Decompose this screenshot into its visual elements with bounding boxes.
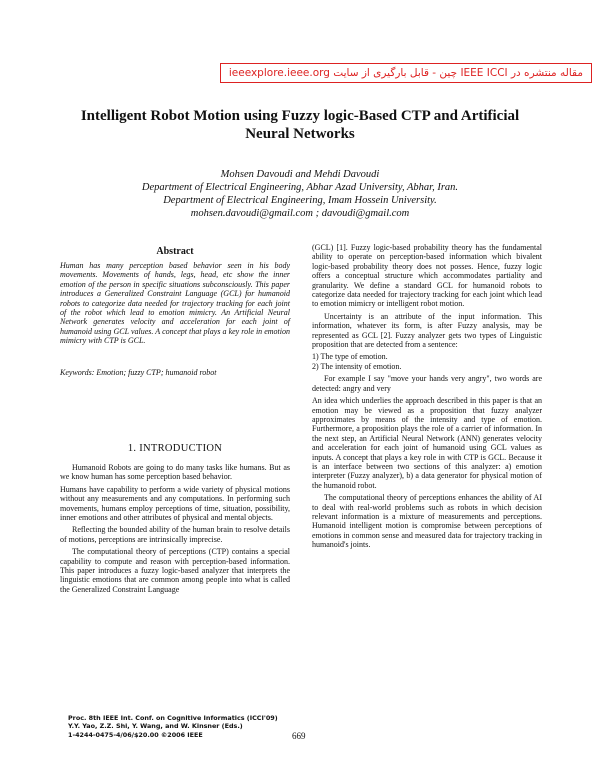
paragraph: The computational theory of perceptions (CTP) contains a special capability to compute and reason with perception-based information. This paper introduces a fuzzy logic-based analyzer that interprets the linguistic emotions that are common among people into what is called the Generalized Constraint Language xyxy=(60,547,290,594)
author-names: Mohsen Davoudi and Mehdi Davoudi xyxy=(220,169,380,180)
abstract-heading: Abstract xyxy=(156,246,194,257)
paragraph: An idea which underlies the approach described in this paper is that an emotion may be viewed as a proposition that fuzzy analyzer approximates by means of the intensity and type of emotion. Furthermore, a proposition plays the role of a carrier of information. In the next step, an Artificial Neural Network (ANN) generates velocity and acceleration for each joint of humanoid using GCL values as inputs. A concept that plays a key role in with CTP is GCL. Because it is an interface between two sections of this analyzer: a) emotion interpreter (Fuzzy analyzer), b) a data generator for physical motion of the humanoid robot. xyxy=(312,396,542,490)
download-banner[interactable]: مقاله منتشره در IEEE ICCI چین - قابل بارگیری از سایت ieeexplore.ieee.org xyxy=(220,63,592,83)
keywords: Keywords: Emotion; fuzzy CTP; humanoid robot xyxy=(60,368,217,377)
paragraph: Humans have capability to perform a wide variety of physical motions without any measurements and any computations. In performing such movements, humans employ perceptions of time, situation, possibility, inner emotions and other attributes of physical and mental objects. xyxy=(60,484,290,523)
page-number: 669 xyxy=(292,731,306,741)
paragraph: Humanoid Robots are going to do many tasks like humans. But as we know human has some perception based behavior. xyxy=(60,463,290,482)
paragraph: Uncertainty is an attribute of the input information. This information, whatever its form, is after Fuzzy analysis, may be represented as GCL [2]. Fuzzy analyzer gets two types of Linguistic proposition that are detected from a sentence: xyxy=(312,311,542,350)
footer-line: Proc. 8th IEEE Int. Conf. on Cognitive Informatics (ICCI'09) xyxy=(68,714,278,722)
section-heading-introduction: 1. INTRODUCTION xyxy=(127,443,223,454)
paper-title: Intelligent Robot Motion using Fuzzy logic-Based CTP and Artificial Neural Networks xyxy=(80,108,520,142)
author-block xyxy=(60,168,540,220)
introduction-text xyxy=(60,463,290,597)
footer-line: Y.Y. Yao, Z.Z. Shi, Y. Wang, and W. Kinsner (Eds.) xyxy=(68,722,243,731)
author-emails: mohsen.davoudi@gmail.com ; davoudi@gmail.com xyxy=(190,208,410,219)
paragraph: 1) The type of emotion. xyxy=(312,352,388,362)
paragraph: For example I say "move your hands very angry", two words are detected: angry and very xyxy=(312,374,542,393)
affiliation-1: Department of Electrical Engineering, Abhar Azad University, Abhar, Iran. xyxy=(141,182,459,193)
paragraph: The computational theory of perceptions enhances the ability of AI to deal with real-world problems such as robots in which decision relevant information is a mixture of measurements and perceptions. Humanoid intelligent motion is compromise between perceptions of emotions in common sense and measured data for trajectory tracking in humanoid's joints. xyxy=(312,493,542,550)
affiliation-2: Department of Electrical Engineering, Imam Hossein University. xyxy=(163,195,437,206)
footer-line: 1-4244-0475-4/06/$20.00 ©2006 IEEE xyxy=(68,730,203,739)
abstract-text: Human has many perception based behavior seen in his body movements. Movements of hands, legs, head, etc show the inner emotion of the person in specific situations subconsciously. This paper introduces a Generalized Constraint Language (GCL) for humanoid robots to categorize data needed for trajectory tracking for each joint of the robot which lead to emotion mimicry. An Artificial Neural Network generates velocity and acceleration for each joint of humanoid using GCL values. A concept that plays a key role in emotion mimicry with CTP is GCL. xyxy=(60,261,290,346)
conference-footer xyxy=(68,714,278,739)
right-column-text xyxy=(312,243,542,553)
paragraph: 2) The intensity of emotion. xyxy=(312,361,402,371)
paragraph: (GCL) [1]. Fuzzy logic-based probability theory has the fundamental ability to operate on perception-based information which bivalent logic-based probability theory does not posses. Hence, fuzzy logic offers a conceptual structure which accommodates partiality and granularity. We define a standard GCL for humanoid robots to categorize data needed for trajectory tracking for each joint which lead to emotion mimicry or intelligent robot motion. xyxy=(312,243,542,309)
paragraph: Reflecting the bounded ability of the human brain to resolve details of motions, perceptions are intrinsically imprecise. xyxy=(60,525,290,544)
